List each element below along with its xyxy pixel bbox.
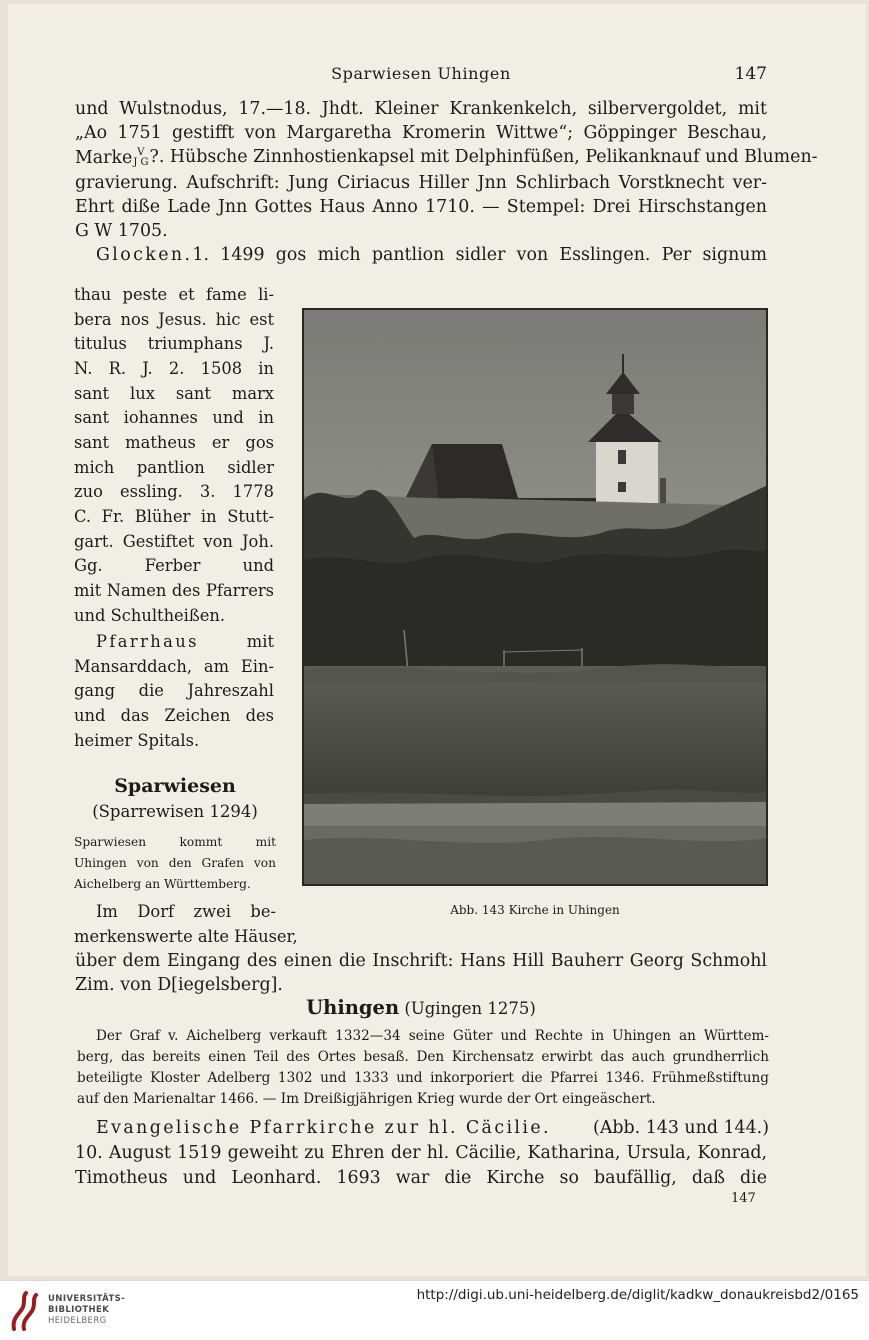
text-line: G W 1705. (75, 221, 168, 241)
marke-group (75, 145, 150, 171)
narrow-line: heimer Spitals. (74, 731, 200, 750)
text-line: „Ao 1751 gestifft von Margaretha Kromerin Wittwe“; Göppinger Beschau, (75, 123, 767, 143)
evang-rest: (Abb. 143 und 144.) (593, 1118, 769, 1138)
text-line: Ehrt diße Lade Jnn Gottes Haus Anno 1710. — Stempel: Drei Hirschstangen (75, 197, 767, 217)
running-title: Sparwiesen Uhingen (331, 64, 511, 83)
text-line: 10. August 1519 geweiht zu Ehren der hl. Cäcilie, Katharina, Ursula, Konrad, (75, 1143, 767, 1163)
text-line: Timotheus und Leonhard. 1693 war die Kirche so baufällig, daß die (75, 1168, 767, 1188)
narrow-line: mich pantlion sidler (74, 458, 274, 477)
glocken-text: 1. 1499 gos mich pantlion sidler von Esslingen. Per signum (192, 245, 767, 265)
narrow-line: sant iohannes und in (74, 408, 274, 427)
narrow-line: sant lux sant marx (74, 384, 274, 403)
small-line: Uhingen von den Grafen von (74, 856, 276, 870)
source-url-link[interactable]: http://digi.ub.uni-heidelberg.de/diglit/kadkw_donaukreisbd2/0165 (416, 1287, 859, 1303)
dorf-line: merkenswerte alte Häuser, (74, 927, 298, 946)
narrow-line: gart. Gestiftet von Joh. (74, 532, 274, 551)
narrow-line: Gg. Ferber und (74, 556, 274, 575)
evang-label: Evangelische Pfarrkirche zur hl. Cäcilie. (96, 1118, 551, 1138)
narrow-line: mit Namen des Pfarrers (74, 581, 274, 600)
narrow-line: sant matheus er gos (74, 433, 274, 452)
small-line: Sparwiesen kommt mit (74, 835, 276, 849)
glocken-line (96, 243, 767, 267)
section-title-sparwiesen: Sparwiesen (114, 775, 236, 797)
small-text-line: beteiligte Kloster Adelberg 1302 und 1333 und inkorporiert die Pfarrei 1346. Frühmeßstiftung (77, 1070, 769, 1086)
figure-caption: Abb. 143 Kirche in Uhingen (450, 903, 620, 917)
narrow-line: C. Fr. Blüher in Stutt- (74, 507, 274, 526)
running-header (75, 64, 767, 86)
university-library-logo-icon (8, 1291, 42, 1331)
small-text-line: auf den Marienaltar 1466. — Im Dreißigjährigen Krieg wurde der Ort eingeäschert. (77, 1091, 656, 1107)
narrow-line: und Schultheißen. (74, 606, 226, 625)
section-title-uhingen: Uhingen (306, 996, 400, 1019)
text-line-marke (75, 145, 818, 171)
evang-line (96, 1116, 769, 1140)
church-photo-image (304, 310, 766, 884)
signature-number: 147 (731, 1191, 756, 1206)
library-name-line: BIBLIOTHEK (48, 1305, 110, 1315)
small-line: Aichelberg an Württemberg. (74, 877, 251, 891)
church-photo (302, 308, 768, 886)
narrow-line: Mansarddach, am Ein- (74, 657, 274, 676)
marke-symbol (133, 148, 148, 168)
library-name-line: UNIVERSITÄTS- (48, 1294, 126, 1304)
viewer-footer (0, 1280, 869, 1340)
glocken-label: Glocken. (96, 245, 193, 265)
section-subtitle-uhingen: (Ugingen 1275) (399, 999, 536, 1018)
narrow-line: N. R. J. 2. 1508 in (74, 359, 274, 378)
marke-word: Marke (75, 148, 133, 168)
text-line: und Wulstnodus, 17.—18. Jhdt. Kleiner Krankenkelch, silbervergoldet, mit (75, 99, 767, 119)
pfarrhaus-line (96, 630, 274, 655)
narrow-line: und das Zeichen des (74, 706, 274, 725)
text-line: Zim. von D[iegelsberg]. (75, 975, 283, 995)
text-line: gravierung. Aufschrift: Jung Ciriacus Hiller Jnn Schlirbach Vorstknecht ver- (75, 173, 767, 193)
small-text-line: Der Graf v. Aichelberg verkauft 1332—34 seine Güter und Rechte in Uhingen an Württem- (96, 1028, 769, 1044)
marke-jg: J G (133, 157, 149, 168)
page-number: 147 (734, 64, 767, 84)
section-heading-uhingen (75, 994, 767, 1022)
marke-rest: ?. Hübsche Zinnhostienkapsel mit Delphinfüßen, Pelikanknauf und Blumen- (149, 147, 818, 167)
narrow-line: thau peste et fame li- (74, 285, 274, 304)
pfarrhaus-label: Pfarrhaus (96, 632, 199, 651)
narrow-line: gang die Jahreszahl (74, 681, 274, 700)
library-name-line: HEIDELBERG (48, 1316, 107, 1326)
narrow-line: zuo essling. 3. 1778 (74, 482, 274, 501)
narrow-line: bera nos Jesus. hic est (74, 310, 274, 329)
narrow-line: titulus triumphans J. (74, 334, 274, 353)
section-subtitle-sparwiesen: (Sparrewisen 1294) (92, 802, 258, 821)
marke-v: V (137, 147, 145, 158)
text-line: über dem Eingang des einen die Inschrift: Hans Hill Bauherr Georg Schmohl (75, 951, 767, 971)
small-text-line: berg, das bereits einen Teil des Ortes besaß. Den Kirchensatz erwirbt das auch grundherrlich (77, 1049, 769, 1065)
pfarrhaus-rest: mit (246, 632, 274, 651)
dorf-line: Im Dorf zwei be- (96, 902, 276, 921)
